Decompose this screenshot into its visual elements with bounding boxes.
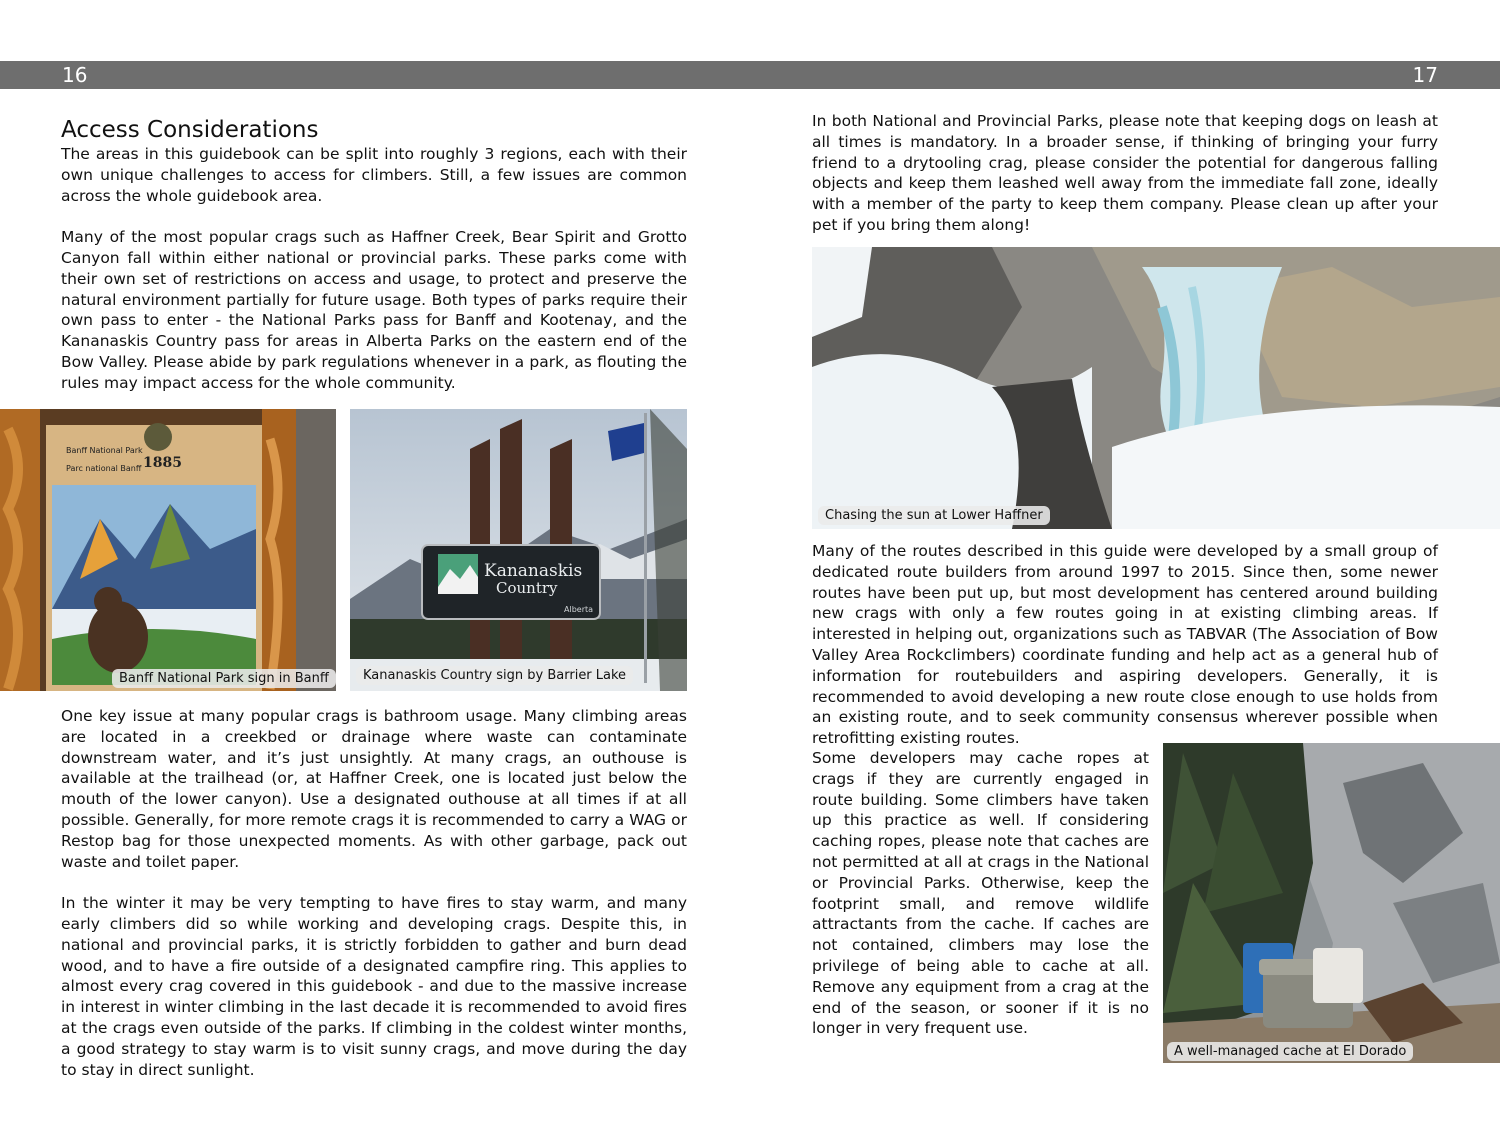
paragraph: Many of the routes described in this guide were developed by a small group of dedicated route builders from around 1997 to 2015. Since then, some newer routes have been put up, but most development has centered around building new crags with only a few routes going in at existing climbing areas. If interested in helping out, organizations such as TABVAR (The Association of Bow Valley Area Rockclimbers) coordinate funding and help act as a general hub of information for routebuilders and aspiring developers. Generally, it is recommended to avoid developing a new route close enough to use holds from an existing route, and to seek community consensus wherever possible when retrofitting existing routes. [812, 542, 1438, 748]
banff-sign-illustration [0, 409, 336, 691]
paragraph: Some developers may cache ropes at crags if they are currently engaged in route building. Some climbers have taken up this practice as well. If considering caching ropes, please note that caches are not permitted at all at crags in the National or Provincial Parks. Otherwise, keep the footprint small, and remove wildlife attractants from the cache. If caches are not contained, climbers may lose the privilege of being able to cache at all. Remove any equipment from a crag at the end of the season, or sooner if it is no longer in very frequent use. [812, 749, 1149, 1038]
right-page-number: 17 [1412, 63, 1438, 87]
sign-text: Country [496, 579, 558, 597]
left-text-bottom [61, 706, 687, 1080]
right-text-bottom [812, 748, 1149, 1039]
left-page-number: 16 [62, 63, 88, 87]
right-text-middle [812, 541, 1438, 749]
paragraph: In the winter it may be very tempting to have fires to stay warm, and many early climbers did so while working and developing crags. Despite this, in national and provincial parks, it is strictly forbidden to gather and burn dead wood, and to have a fire outside of a designated campfire ring. This applies to almost every crag covered in this guidebook - and due to the massive increase in interest in winter climbing in the last decade it is recommended to avoid fires at the crags even outside of the parks. If climbing in the coldest winter months, a good strategy to stay warm is to visit sunny crags, and move during the day to stay in direct sunlight. [61, 894, 687, 1079]
photo-caption: Chasing the sun at Lower Haffner [818, 506, 1050, 525]
photo-caption: A well-managed cache at El Dorado [1167, 1042, 1413, 1061]
photo-el-dorado-cache [1163, 743, 1500, 1063]
rock-cache-illustration [1163, 743, 1500, 1063]
photo-banff-sign [0, 409, 336, 691]
photo-caption: Banff National Park sign in Banff [112, 669, 336, 688]
right-text-top [812, 111, 1438, 236]
paragraph: Many of the most popular crags such as Haffner Creek, Bear Spirit and Grotto Canyon fall within either national or provincial parks. These parks come with their own set of restrictions on access and usage, to protect and preserve the natural environment partially for future usage. Both types of parks require their own pass to enter - the National Parks pass for Banff and Kootenay, and the Kananaskis Country pass for areas in Alberta Parks on the eastern end of the Bow Valley. Please abide by park regulations whenever in a park, as flouting the rules may impact access for the whole community. [61, 228, 687, 392]
left-text-top [61, 144, 687, 394]
photo-caption: Kananaskis Country sign by Barrier Lake [356, 666, 633, 685]
kananaskis-sign-illustration [350, 409, 687, 691]
sign-text: Kananaskis [484, 561, 583, 581]
header-bar [0, 61, 1500, 89]
sign-year: 1885 [143, 455, 182, 471]
ice-canyon-illustration [812, 247, 1500, 529]
paragraph: In both National and Provincial Parks, please note that keeping dogs on leash at all times is mandatory. In a broader sense, if thinking of bringing your furry friend to a drytooling crag, please consider the potential for dangerous falling objects and keep them leashed well away from the immediate fall zone, ideally with a member of the party to keep them company. Please clean up after your pet if you bring them along! [812, 112, 1438, 234]
paragraph: The areas in this guidebook can be split into roughly 3 regions, each with their own unique challenges to access for climbers. Still, a few issues are common across the whole guidebook area. [61, 145, 687, 205]
photo-lower-haffner [812, 247, 1500, 529]
sign-text: Parc national Banff [66, 464, 142, 473]
section-title: Access Considerations [61, 117, 319, 143]
sign-text: Alberta [564, 605, 594, 614]
paragraph: One key issue at many popular crags is bathroom usage. Many climbing areas are located in a creekbed or drainage where waste can contaminate downstream water, and it’s just unsightly. At many crags, an outhouse is available at the trailhead (or, at Haffner Creek, one is located just below the mouth of the lower canyon). Use a designated outhouse at all times if at all possible. Generally, for more remote crags it is recommended to carry a WAG or Restop bag for those unexpected moments. As with other garbage, pack out waste and toilet paper. [61, 707, 687, 871]
photo-kananaskis-sign [350, 409, 687, 691]
sign-text: Banff National Park [66, 446, 143, 455]
